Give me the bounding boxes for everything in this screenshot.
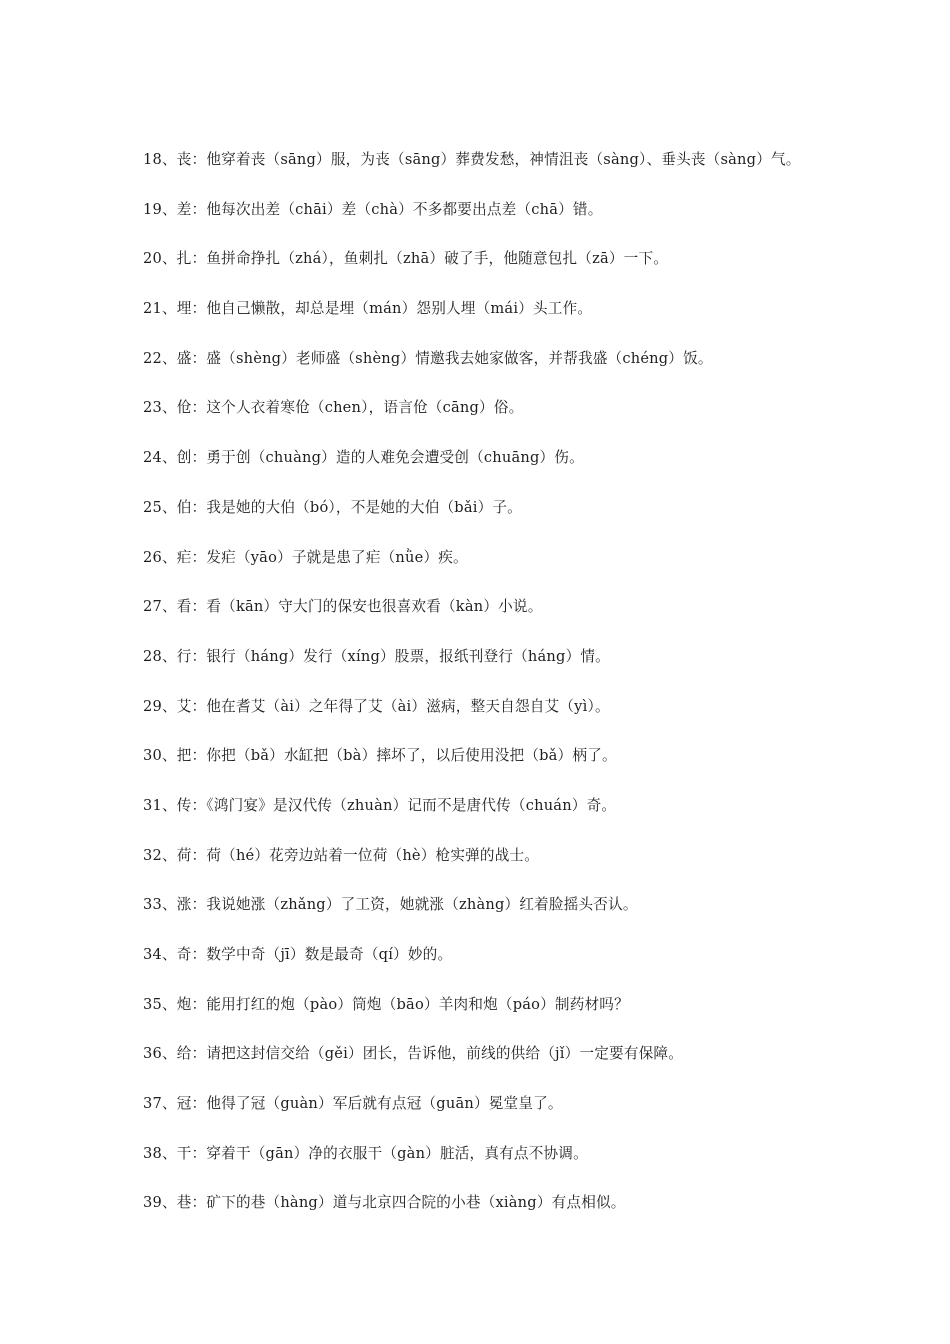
list-item: 21、埋：他自己懒散，却总是埋（mán）怨别人埋（mái）头工作。 bbox=[143, 300, 593, 318]
polyphone-list bbox=[143, 149, 933, 1242]
list-item: 38、干：穿着干（gān）净的衣服干（gàn）脏活，真有点不协调。 bbox=[143, 1144, 588, 1162]
list-item: 18、丧：他穿着丧（sāng）服，为丧（sāng）葬费发愁，神情沮丧（sàng）、垂头丧（sàng）气。 bbox=[143, 151, 801, 168]
list-item: 27、看：看（kān）守大门的保安也很喜欢看（kàn）小说。 bbox=[143, 598, 543, 616]
list-item: 32、荷：荷（hé）花旁边站着一位荷（hè）枪实弹的战士。 bbox=[143, 846, 540, 864]
list-item: 33、涨：我说她涨（zhǎng）了工资，她就涨（zhàng）红着脸摇头否认。 bbox=[143, 896, 638, 914]
list-item: 24、创：勇于创（chuàng）造的人难免会遭受创（chuāng）伤。 bbox=[143, 449, 584, 467]
list-item: 34、奇：数学中奇（jī）数是最奇（qí）妙的。 bbox=[143, 946, 453, 963]
list-item: 30、把：你把（bǎ）水缸把（bà）摔坏了，以后使用没把（bǎ）柄了。 bbox=[143, 747, 617, 765]
list-item: 31、传：《鸿门宴》是汉代传（zhuàn）记而不是唐代传（chuán）奇。 bbox=[143, 796, 617, 814]
list-item: 36、给：请把这封信交给（gěi）团长，告诉他，前线的供给（jǐ）一定要有保障。 bbox=[143, 1045, 684, 1063]
list-item: 29、艾：他在耆艾（ài）之年得了艾（ài）滋病，整天自怨自艾（yì）。 bbox=[143, 697, 610, 715]
list-item: 35、炮：能用打红的炮（pào）筒炮（bāo）羊肉和炮（páo）制药材吗？ bbox=[143, 995, 629, 1013]
list-item: 26、疟：发疟（yāo）子就是患了疟（nǜe）疾。 bbox=[143, 548, 468, 566]
list-item: 37、冠：他得了冠（guàn）军后就有点冠（guān）冕堂皇了。 bbox=[143, 1095, 563, 1113]
list-item: 19、差：他每次出差（chāi）差（chà）不多都要出点差（chā）错。 bbox=[143, 200, 603, 218]
list-item: 20、扎：鱼拼命挣扎（zhá），鱼刺扎（zhā）破了手，他随意包扎（zā）一下。 bbox=[143, 250, 669, 268]
list-item: 28、行：银行（háng）发行（xíng）股票，报纸刊登行（háng）情。 bbox=[143, 647, 610, 665]
list-item: 39、巷：矿下的巷（hàng）道与北京四合院的小巷（xiàng）有点相似。 bbox=[143, 1194, 626, 1212]
list-item: 23、伧：这个人衣着寒伧（chen），语言伧（cāng）俗。 bbox=[143, 399, 524, 417]
list-item: 22、盛：盛（shèng）老师盛（shèng）情邀我去她家做客，并帮我盛（chéng）饭。 bbox=[143, 349, 713, 367]
list-item: 25、伯：我是她的大伯（bó），不是她的大伯（bǎi）子。 bbox=[143, 498, 522, 516]
